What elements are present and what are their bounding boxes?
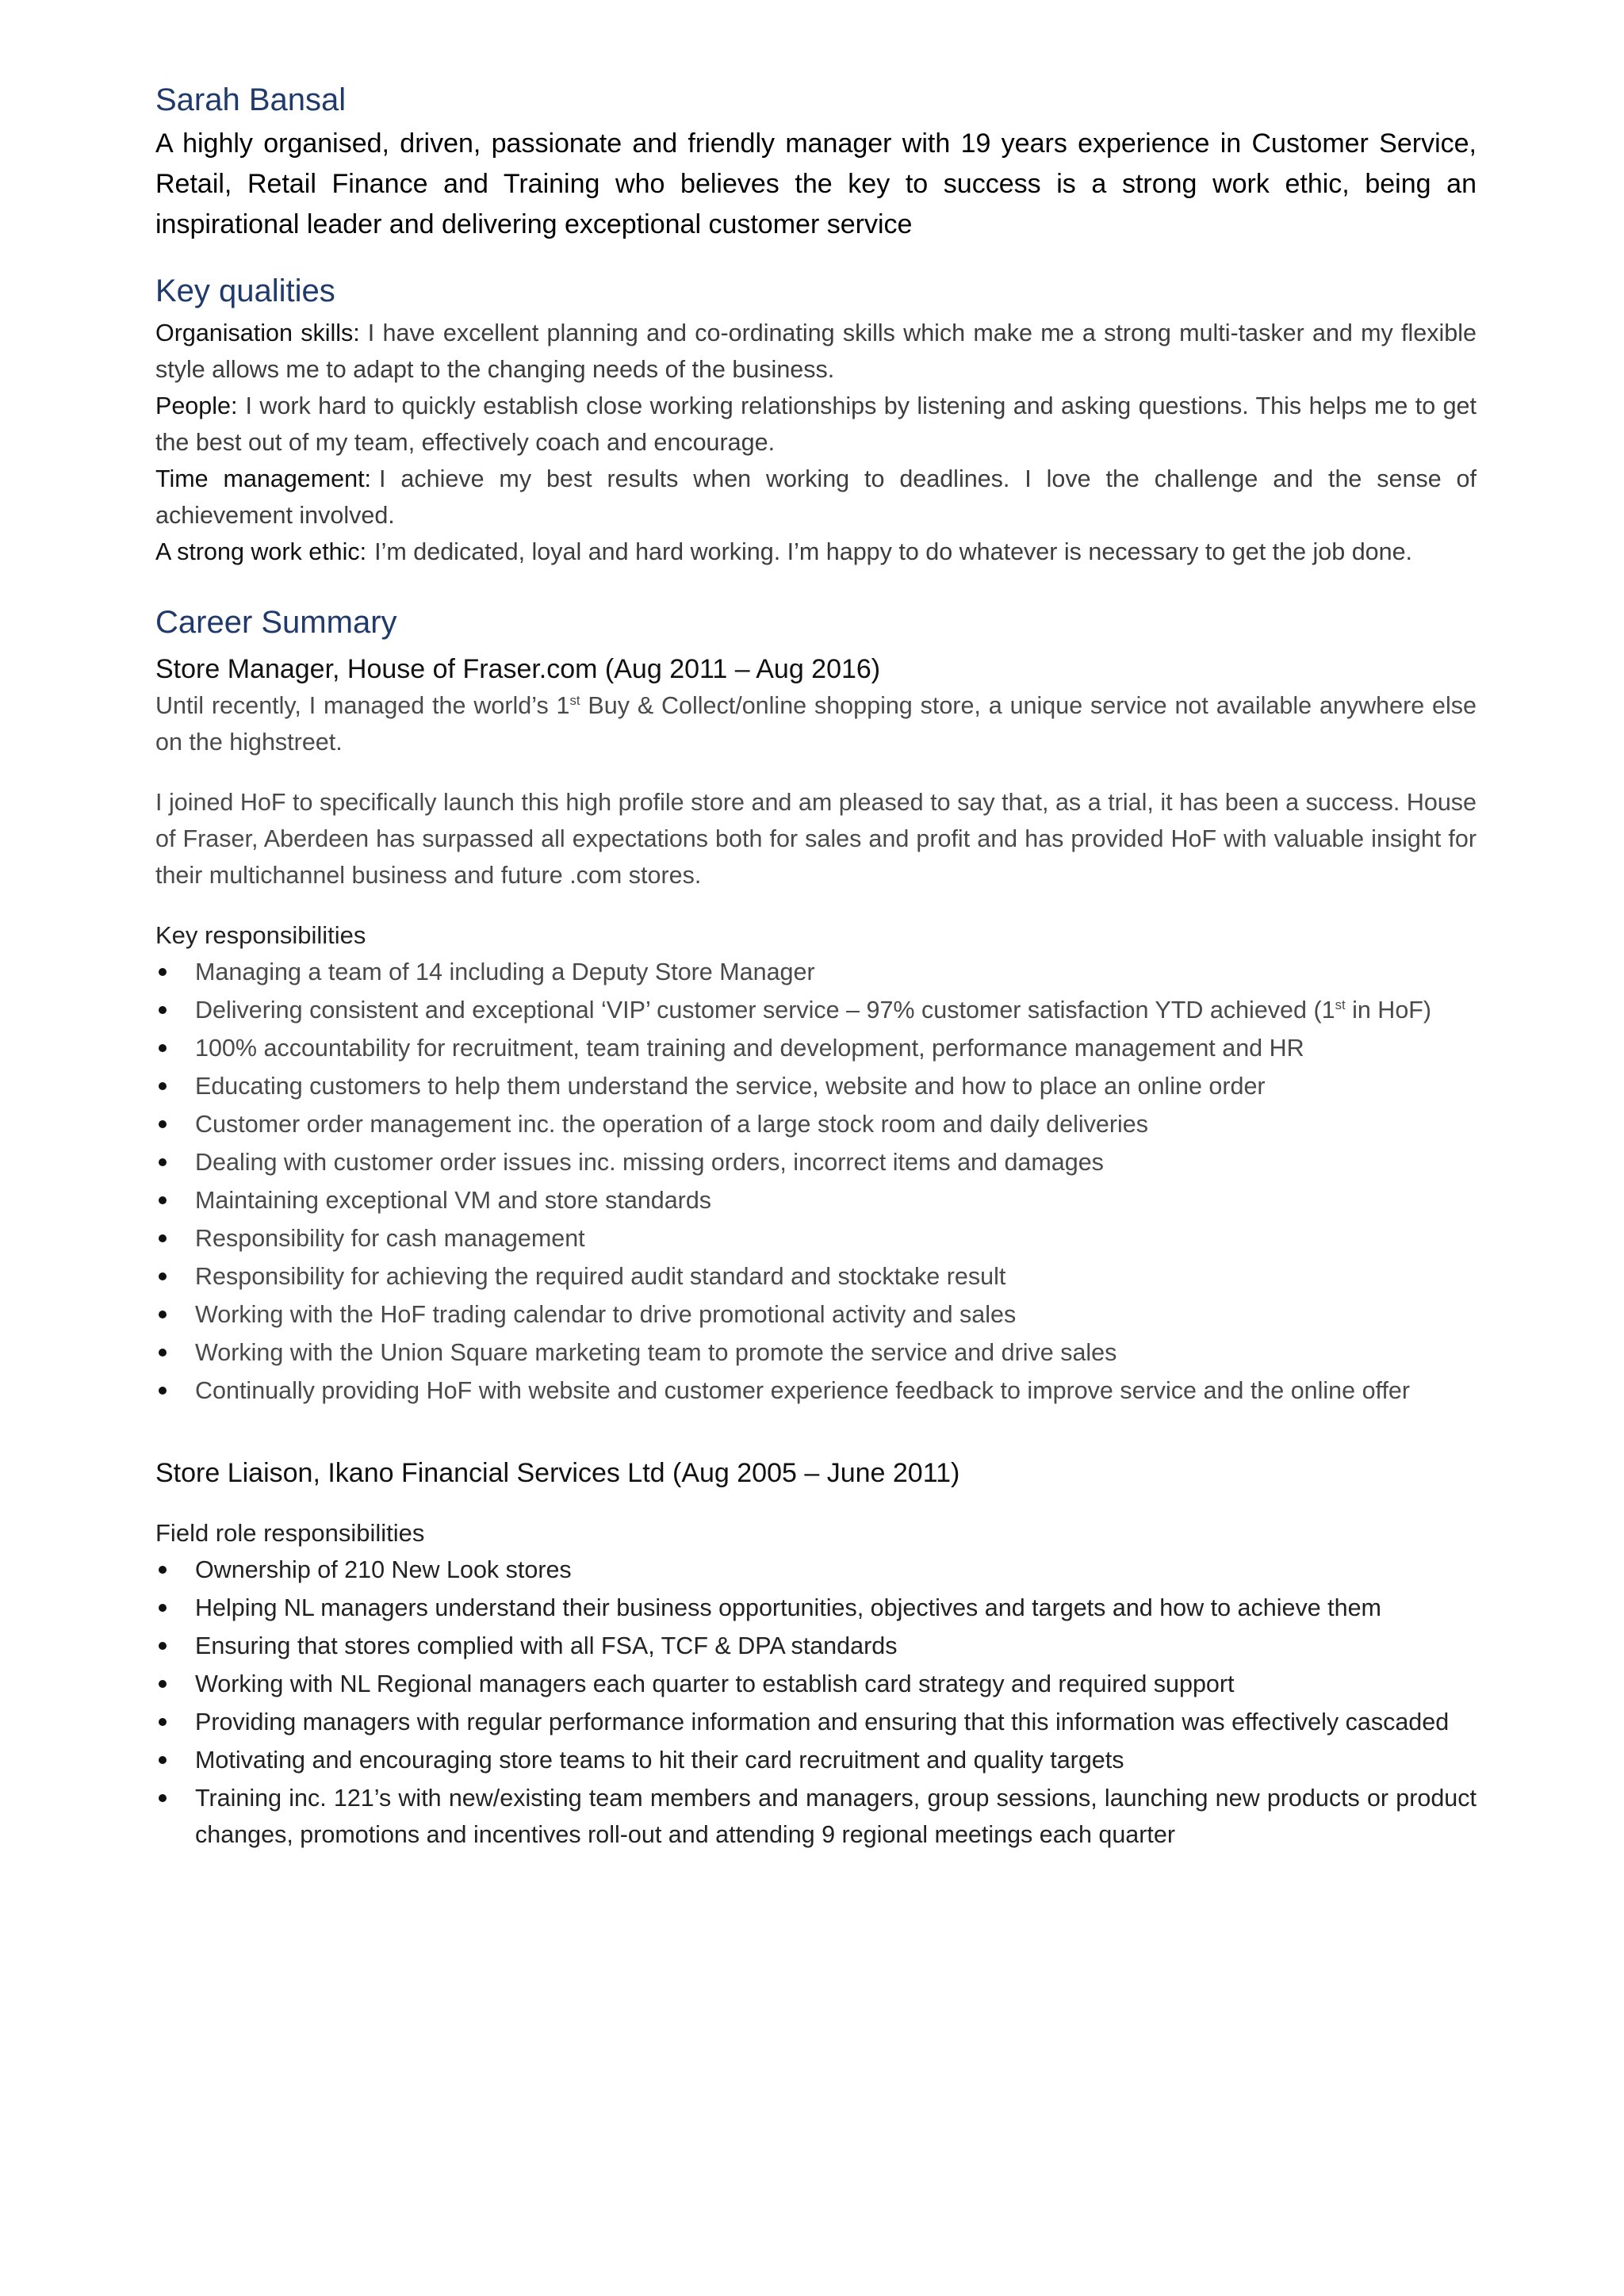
bullet-icon <box>159 1349 167 1357</box>
quality-label: Organisation skills: <box>155 320 360 346</box>
responsibilities-list <box>155 954 1477 1409</box>
list-item-text: Maintaining exceptional VM and store standards <box>195 1187 712 1214</box>
list-item-text: Motivating and encouraging store teams to hit their card recruitment and quality targets <box>195 1747 1124 1774</box>
responsibilities-list <box>155 1552 1477 1853</box>
list-item <box>155 1068 1477 1104</box>
key-qualities-heading: Key qualities <box>155 274 335 308</box>
cv-page <box>155 76 1477 1854</box>
bullet-icon <box>159 968 167 976</box>
list-item-text: Working with the HoF trading calendar to drive promotional activity and sales <box>195 1301 1017 1328</box>
bullet-icon <box>159 1680 167 1688</box>
bullet-icon <box>159 1566 167 1574</box>
bullet-icon <box>159 1006 167 1014</box>
job-title: Store Manager, House of Fraser.com (Aug 2011 – Aug 2016) <box>155 654 881 684</box>
list-item <box>155 1590 1477 1626</box>
list-item-text: Educating customers to help them understand the service, website and how to place an online order <box>195 1073 1266 1100</box>
bullet-icon <box>159 1604 167 1612</box>
bullet-icon <box>159 1272 167 1280</box>
responsibilities-heading: Key responsibilities <box>155 921 366 949</box>
list-item-text: Working with the Union Square marketing team to promote the service and drive sales <box>195 1339 1117 1366</box>
list-item <box>155 1666 1477 1702</box>
bullet-icon <box>159 1642 167 1650</box>
ordinal-suffix: st <box>1335 997 1346 1012</box>
bullet-icon <box>159 1718 167 1726</box>
list-item <box>155 1144 1477 1181</box>
list-item-text: Helping NL managers understand their business opportunities, objectives and targets and how to achieve them <box>195 1594 1381 1621</box>
career-summary-heading: Career Summary <box>155 605 397 640</box>
list-item-text: Providing managers with regular performance information and ensuring that this information was effectively cascaded <box>195 1709 1450 1735</box>
job-description-paragraph: I joined HoF to specifically launch this high profile store and am pleased to say that, as a trial, it has been a success. House of Fraser, Aberdeen has surpassed all expectations both for sales and profit and has provided HoF with valuable insight for their multichannel business and future .com stores. <box>155 789 1477 889</box>
bullet-icon <box>159 1044 167 1052</box>
list-item <box>155 1780 1477 1853</box>
list-item <box>155 1106 1477 1142</box>
list-item-text: Managing a team of 14 including a Deputy Store Manager <box>195 959 815 985</box>
list-item-text: Continually providing HoF with website and customer experience feedback to improve service and the online offer <box>195 1377 1411 1404</box>
list-item <box>155 1334 1477 1371</box>
list-item-text: Training inc. 121’s with new/existing team members and managers, group sessions, launching new products or product changes, promotions and incentives roll-out and attending 9 regional meetings each quarter <box>195 1785 1477 1848</box>
bullet-icon <box>159 1387 167 1395</box>
bullet-icon <box>159 1794 167 1802</box>
text-run: Buy & Collect/online shopping store, a unique service not available anywhere else on the highstreet. <box>155 692 1477 756</box>
list-item <box>155 1258 1477 1295</box>
job-description-paragraph <box>155 687 1477 760</box>
key-qualities-list <box>155 315 1477 570</box>
list-item-text: Customer order management inc. the operation of a large stock room and daily deliveries <box>195 1111 1148 1138</box>
quality-text: I achieve my best results when working to deadlines. I love the challenge and the sense of achievement involved. <box>155 465 1477 529</box>
list-item <box>155 1296 1477 1333</box>
list-item-text: Ownership of 210 New Look stores <box>195 1556 572 1583</box>
list-item-text: 100% accountability for recruitment, team training and development, performance management and HR <box>195 1035 1304 1062</box>
list-item-text: Delivering consistent and exceptional ‘VIP’ customer service – 97% customer satisfaction YTD achieved (1 <box>195 997 1335 1024</box>
quality-label: People: <box>155 392 238 419</box>
list-item <box>155 1182 1477 1219</box>
list-item <box>155 992 1477 1028</box>
list-item <box>155 1030 1477 1066</box>
list-item-text: Responsibility for achieving the required audit standard and stocktake result <box>195 1263 1006 1290</box>
list-item <box>155 1704 1477 1740</box>
bullet-icon <box>159 1756 167 1764</box>
list-item <box>155 1628 1477 1664</box>
bullet-icon <box>159 1082 167 1090</box>
text-run: Until recently, I managed the world’s 1 <box>155 692 570 719</box>
candidate-name: Sarah Bansal <box>155 82 347 117</box>
profile-summary: A highly organised, driven, passionate and friendly manager with 19 years experience in Customer Service, Retail, Retail Finance and Training who believes the key to success is a strong work ethic, being an inspirational leader and delivering exceptional customer service <box>155 128 1477 239</box>
quality-text: I have excellent planning and co-ordinating skills which make me a strong multi-tasker and my flexible style allows me to adapt to the changing needs of the business. <box>155 320 1477 383</box>
bullet-icon <box>159 1196 167 1204</box>
list-item-text: Dealing with customer order issues inc. missing orders, incorrect items and damages <box>195 1149 1104 1176</box>
bullet-icon <box>159 1158 167 1166</box>
quality-label: Time management: <box>155 465 372 492</box>
list-item-text: in HoF) <box>1345 997 1432 1024</box>
bullet-icon <box>159 1120 167 1128</box>
bullet-icon <box>159 1234 167 1242</box>
list-item <box>155 954 1477 990</box>
quality-item <box>155 534 1477 570</box>
list-item-text: Working with NL Regional managers each quarter to establish card strategy and required support <box>195 1670 1235 1697</box>
list-item-text: Responsibility for cash management <box>195 1225 585 1252</box>
quality-item <box>155 388 1477 461</box>
bullet-icon <box>159 1311 167 1318</box>
quality-label: A strong work ethic: <box>155 538 367 565</box>
quality-text: I’m dedicated, loyal and hard working. I’m happy to do whatever is necessary to get the job done. <box>374 538 1413 565</box>
ordinal-suffix: st <box>569 692 580 708</box>
list-item-text: Ensuring that stores complied with all FSA, TCF & DPA standards <box>195 1632 898 1659</box>
list-item <box>155 1220 1477 1257</box>
list-item <box>155 1372 1477 1409</box>
responsibilities-heading: Field role responsibilities <box>155 1519 425 1547</box>
quality-item <box>155 461 1477 534</box>
quality-item <box>155 315 1477 388</box>
quality-text: I work hard to quickly establish close working relationships by listening and asking questions. This helps me to get the best out of my team, effectively coach and encourage. <box>155 392 1477 456</box>
list-item <box>155 1552 1477 1588</box>
job-title: Store Liaison, Ikano Financial Services Ltd (Aug 2005 – June 2011) <box>155 1458 960 1488</box>
list-item <box>155 1742 1477 1778</box>
